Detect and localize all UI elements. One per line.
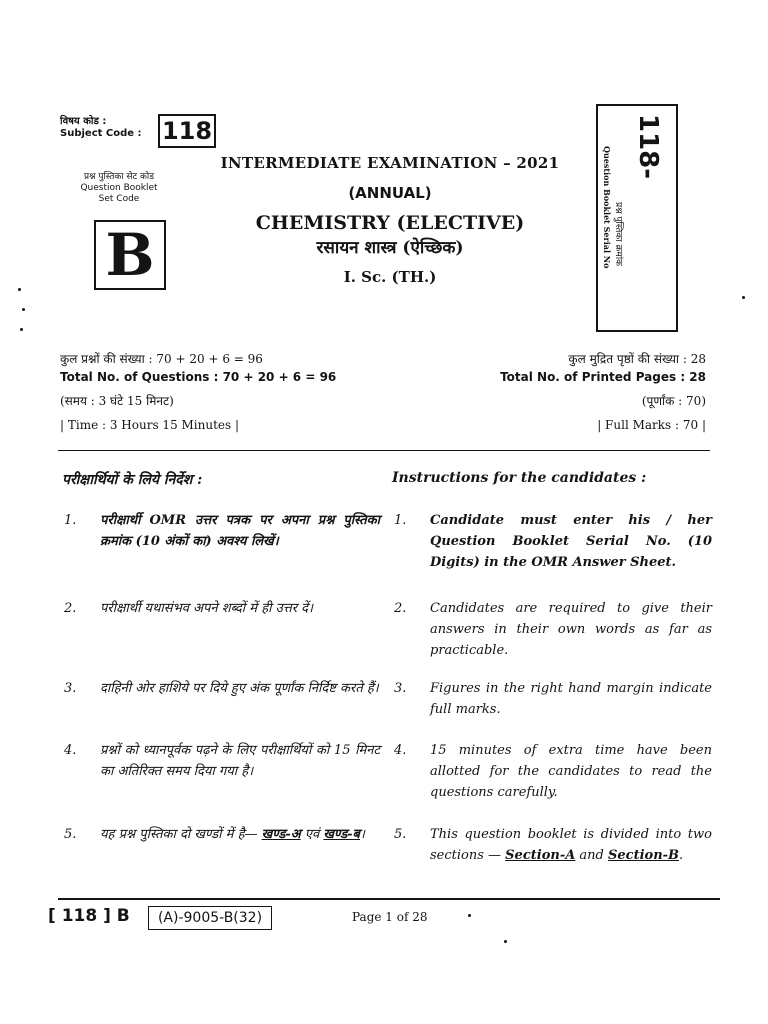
scan-speck	[504, 940, 507, 943]
instruction-en-4: 15 minutes of extra time have been allotted for the candidates to read the questions carefully.	[430, 743, 712, 800]
pages-count-hi: कुल मुद्रित पृष्ठों की संख्या : 28	[568, 352, 706, 366]
exam-header	[210, 152, 570, 288]
instruction-en-5-and: and	[575, 848, 609, 863]
item-number-en: 1.	[394, 513, 407, 528]
item-number-hi: 1.	[64, 513, 77, 528]
footer-subject-set: [ 118 ] B	[48, 906, 130, 926]
exam-title: INTERMEDIATE EXAMINATION – 2021	[220, 154, 560, 172]
item-number-hi: 3.	[64, 681, 77, 696]
questions-count-hi: कुल प्रश्नों की संख्या : 70 + 20 + 6 = 96	[60, 352, 263, 366]
exam-type: (ANNUAL)	[348, 184, 432, 202]
booklet-set-label-en-2: Set Code	[98, 194, 140, 204]
full-marks-en: | Full Marks : 70 |	[597, 418, 706, 432]
instruction-en-2: Candidates are required to give their answers in their own words as far as practicable.	[430, 601, 712, 658]
section-a-hi: खण्ड-अ	[261, 827, 301, 842]
divider-bottom	[58, 898, 720, 900]
instruction-en-1: Candidate must enter his / her Question Booklet Serial No. (10 Digits) in the OMR Answer Sheet.	[430, 513, 712, 570]
subject-title-en: CHEMISTRY (ELECTIVE)	[255, 212, 525, 234]
scan-speck	[18, 288, 21, 291]
booklet-set-box: B	[94, 220, 166, 290]
scan-speck	[22, 308, 25, 311]
booklet-set-label-hi: प्रश्न पुस्तिका सेट कोड	[83, 172, 155, 182]
instruction-hi-5-end: ।	[359, 827, 365, 842]
serial-number: 118-	[633, 114, 663, 180]
subject-code-label-hi: विषय कोड :	[60, 116, 107, 127]
item-number-en: 2.	[394, 601, 407, 616]
item-number-en: 4.	[394, 743, 407, 758]
page-number: Page 1 of 28	[352, 910, 428, 924]
section-b-hi: खण्ड-ब	[323, 827, 360, 842]
item-number-en: 3.	[394, 681, 407, 696]
instruction-hi-5	[100, 824, 380, 845]
subject-code-label-en: Subject Code :	[60, 128, 142, 139]
item-number-hi: 4.	[64, 743, 77, 758]
scan-speck	[468, 914, 471, 917]
serial-label-en: Question Booklet Serial No	[602, 146, 612, 269]
instruction-hi-4: प्रश्नों को ध्यानपूर्वक पढ़ने के लिए परीक्षार्थियों को 15 मिनट का अतिरिक्त समय दिया गया है।	[100, 743, 380, 779]
item-number-hi: 5.	[64, 827, 77, 842]
instructions-heading-en: Instructions for the candidates :	[392, 470, 647, 486]
instruction-en-5-text: This question booklet is divided into two sections —	[430, 827, 712, 863]
subject-code-label	[60, 116, 156, 140]
info-right	[430, 350, 706, 434]
info-left	[60, 350, 390, 434]
scan-speck	[20, 328, 23, 331]
instruction-en-5	[430, 824, 712, 866]
instruction-hi-5-and: एवं	[300, 827, 324, 842]
footer-booklet-code: (A)-9005-B(32)	[148, 906, 272, 930]
scan-speck	[742, 296, 745, 299]
time-en: | Time : 3 Hours 15 Minutes |	[60, 418, 240, 432]
divider-top	[58, 450, 710, 451]
instruction-hi-2: परीक्षार्थी यथासंभव अपने शब्दों में ही उत्तर दें।	[100, 601, 313, 616]
section-b-en: Section-B	[608, 848, 680, 863]
full-marks-hi: (पूर्णांक : 70)	[641, 394, 706, 408]
questions-count-en: Total No. of Questions : 70 + 20 + 6 = 96	[60, 370, 337, 384]
section-a-en: Section-A	[505, 848, 576, 863]
serial-number-box	[596, 104, 678, 332]
subject-code-box: 118	[158, 114, 216, 148]
time-hi: (समय : 3 घंटे 15 मिनट)	[60, 394, 174, 408]
booklet-set-label-en-1: Question Booklet	[80, 183, 158, 193]
pages-count-en: Total No. of Printed Pages : 28	[500, 370, 706, 384]
instruction-en-5-end: .	[679, 848, 684, 863]
serial-label-hi: प्रश्न पुस्तिका क्रमांक	[613, 202, 623, 267]
class-name: I. Sc. (TH.)	[343, 268, 437, 286]
instructions-heading-hi: परीक्षार्थियों के लिये निर्देश :	[62, 472, 203, 488]
item-number-en: 5.	[394, 827, 407, 842]
instruction-en-3: Figures in the right hand margin indicate full marks.	[430, 681, 712, 717]
instruction-hi-1: परीक्षार्थी OMR उत्तर पत्रक पर अपना प्रश्न पुस्तिका क्रमांक (10 अंकों का) अवश्य लिखें।	[100, 513, 380, 549]
instruction-hi-3: दाहिनी ओर हाशिये पर दिये हुए अंक पूर्णांक निर्दिष्ट करते हैं।	[100, 681, 379, 696]
item-number-hi: 2.	[64, 601, 77, 616]
subject-title-hi: रसायन शास्त्र (ऐच्छिक)	[316, 238, 464, 258]
instruction-hi-5-text: यह प्रश्न पुस्तिका दो खण्डों में है—	[100, 827, 262, 842]
booklet-set-label	[60, 172, 178, 205]
